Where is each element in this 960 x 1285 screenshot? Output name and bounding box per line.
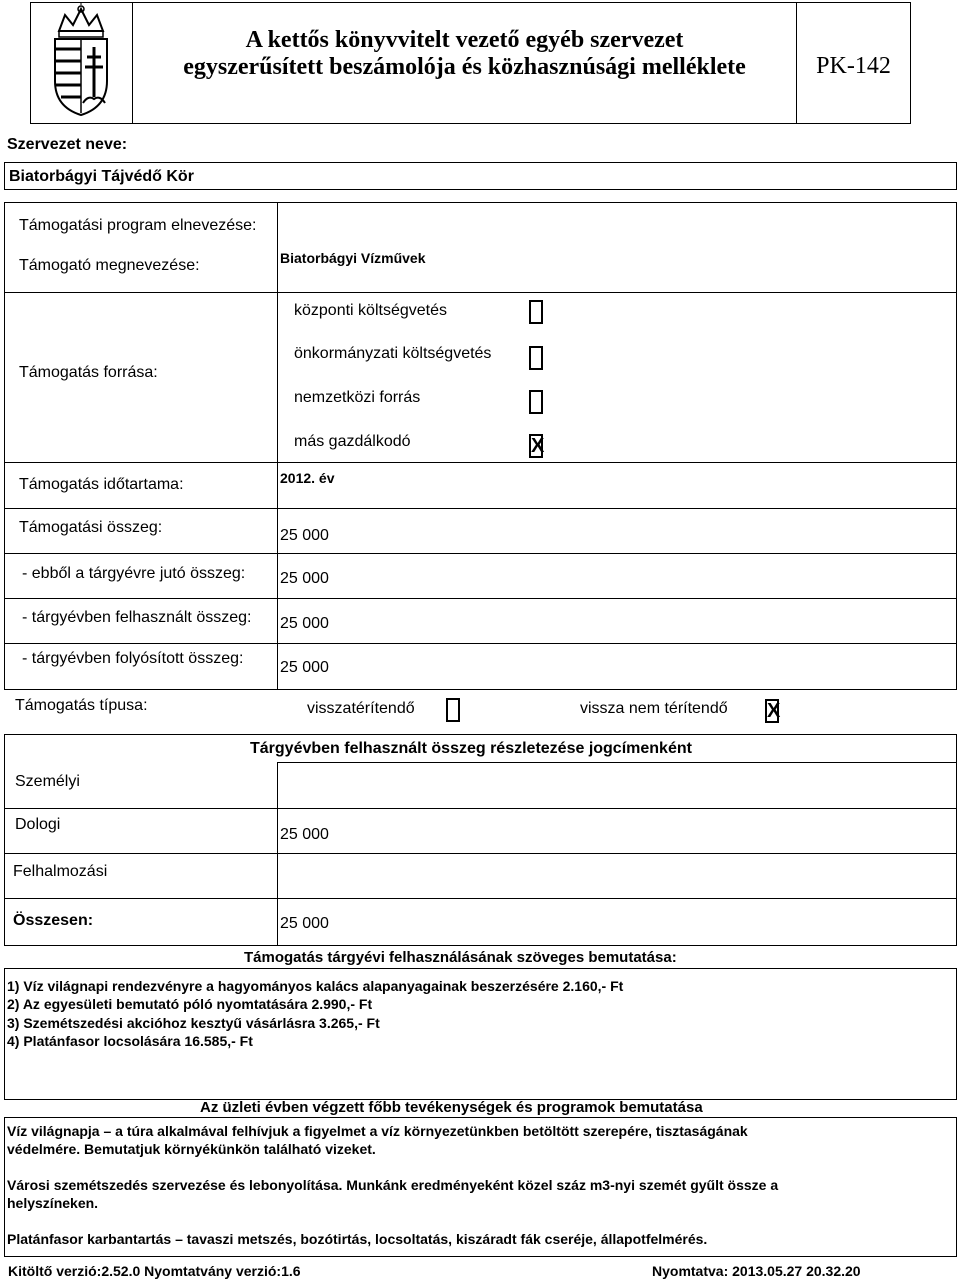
org-name-value: Biatorbágyi Tájvédő Kör bbox=[9, 168, 194, 185]
type-label: Támogatás típusa: bbox=[15, 697, 148, 714]
used-value: 25 000 bbox=[280, 615, 329, 632]
type-refundable-label: visszatérítendő bbox=[307, 700, 415, 717]
grantor-label: Támogató megnevezése: bbox=[19, 257, 200, 274]
paid-label: - tárgyévben folyósított összeg: bbox=[22, 650, 244, 667]
type-nonrefundable-checkbox[interactable]: X bbox=[767, 700, 781, 722]
footer-version: Kitöltő verzió:2.52.0 Nyomtatvány verzió:1.6 bbox=[8, 1263, 301, 1279]
form-code-box bbox=[796, 2, 911, 124]
title-box bbox=[132, 2, 797, 124]
activities-text-box bbox=[4, 1117, 957, 1257]
source-label: Támogatás forrása: bbox=[19, 364, 158, 381]
activities-p1-line1: Víz világnapja – a túra alkalmával felhívjuk a figyelmet a víz környezetünkben betöltött szerepére, tisztaságának bbox=[7, 1123, 748, 1139]
activities-p2-line2: helyszíneken. bbox=[7, 1195, 99, 1211]
breakdown-material-label: Dologi bbox=[15, 816, 61, 833]
usage-line-1: 1) Víz világnapi rendezvényre a hagyományos kalács alapanyagainak beszerzésére 2.160,- Ft bbox=[7, 978, 624, 994]
activities-heading: Az üzleti évben végzett főbb tevékenységek és programok bemutatása bbox=[200, 1099, 703, 1116]
source-international-label: nemzetközi forrás bbox=[294, 389, 421, 406]
breakdown-heading: Tárgyévben felhasznált összeg részletezése jogcímenként bbox=[250, 740, 692, 757]
duration-value: 2012. év bbox=[280, 470, 335, 486]
footer-printed: Nyomtatva: 2013.05.27 20.32.20 bbox=[652, 1263, 861, 1279]
breakdown-capital-label: Felhalmozási bbox=[13, 863, 108, 880]
coat-of-arms-box bbox=[30, 2, 133, 124]
program-name-label: Támogatási program elnevezése: bbox=[19, 217, 257, 234]
hungarian-coat-of-arms-icon bbox=[31, 3, 132, 123]
paid-value: 25 000 bbox=[280, 659, 329, 676]
type-nonrefundable-label: vissza nem térítendő bbox=[580, 700, 728, 717]
usage-line-2: 2) Az egyesületi bemutató póló nyomtatására 2.990,- Ft bbox=[7, 996, 373, 1012]
amount-value: 25 000 bbox=[280, 527, 329, 544]
form-code: PK-142 bbox=[816, 53, 891, 79]
year-share-label: - ebből a tárgyévre jutó összeg: bbox=[22, 565, 246, 582]
amount-label: Támogatási összeg: bbox=[19, 519, 163, 536]
source-municipal-checkbox[interactable] bbox=[529, 346, 543, 370]
breakdown-personnel-label: Személyi bbox=[15, 773, 80, 790]
breakdown-material-value: 25 000 bbox=[280, 826, 329, 843]
type-refundable-checkbox[interactable] bbox=[446, 698, 460, 722]
org-name-field[interactable] bbox=[4, 162, 957, 190]
source-other-business-checkbox[interactable]: X bbox=[531, 435, 545, 457]
source-central-checkbox[interactable] bbox=[529, 300, 543, 324]
usage-line-4: 4) Platánfasor locsolására 16.585,- Ft bbox=[7, 1033, 253, 1049]
usage-heading: Támogatás tárgyévi felhasználásának szöveges bemutatása: bbox=[244, 949, 677, 966]
activities-p2-line1: Városi szemétszedés szervezése és lebonyolítása. Munkánk eredményeként közel száz m3-nyi szemét gyűlt össze a bbox=[7, 1177, 779, 1193]
activities-p3-line1: Platánfasor karbantartás – tavaszi metszés, bozótirtás, locsoltatás, kiszáradt fák cseréje, állapotfelmérés. bbox=[7, 1231, 708, 1247]
breakdown-total-value: 25 000 bbox=[280, 915, 329, 932]
source-international-checkbox[interactable] bbox=[529, 390, 543, 414]
breakdown-table bbox=[4, 734, 957, 946]
source-municipal-label: önkormányzati költségvetés bbox=[294, 345, 492, 362]
year-share-value: 25 000 bbox=[280, 570, 329, 587]
breakdown-total-label: Összesen: bbox=[13, 912, 94, 929]
usage-line-3: 3) Szemétszedési akcióhoz kesztyű vásárlásra 3.265,- Ft bbox=[7, 1015, 380, 1031]
org-name-label: Szervezet neve: bbox=[7, 136, 128, 153]
form-title-line2: egyszerűsített beszámolója és közhasznúsági melléklete bbox=[183, 54, 746, 80]
source-central-label: központi költségvetés bbox=[294, 302, 447, 319]
source-other-business-label: más gazdálkodó bbox=[294, 433, 411, 450]
activities-p1-line2: védelmére. Bemutatjuk környékünkön található vizeket. bbox=[7, 1141, 376, 1157]
grantor-value: Biatorbágyi Vízművek bbox=[280, 250, 426, 266]
duration-label: Támogatás időtartama: bbox=[19, 476, 184, 493]
form-title-line1: A kettős könyvvitelt vezető egyéb szervezet bbox=[245, 27, 684, 53]
usage-text-box bbox=[4, 968, 957, 1100]
used-label: - tárgyévben felhasznált összeg: bbox=[22, 609, 252, 626]
